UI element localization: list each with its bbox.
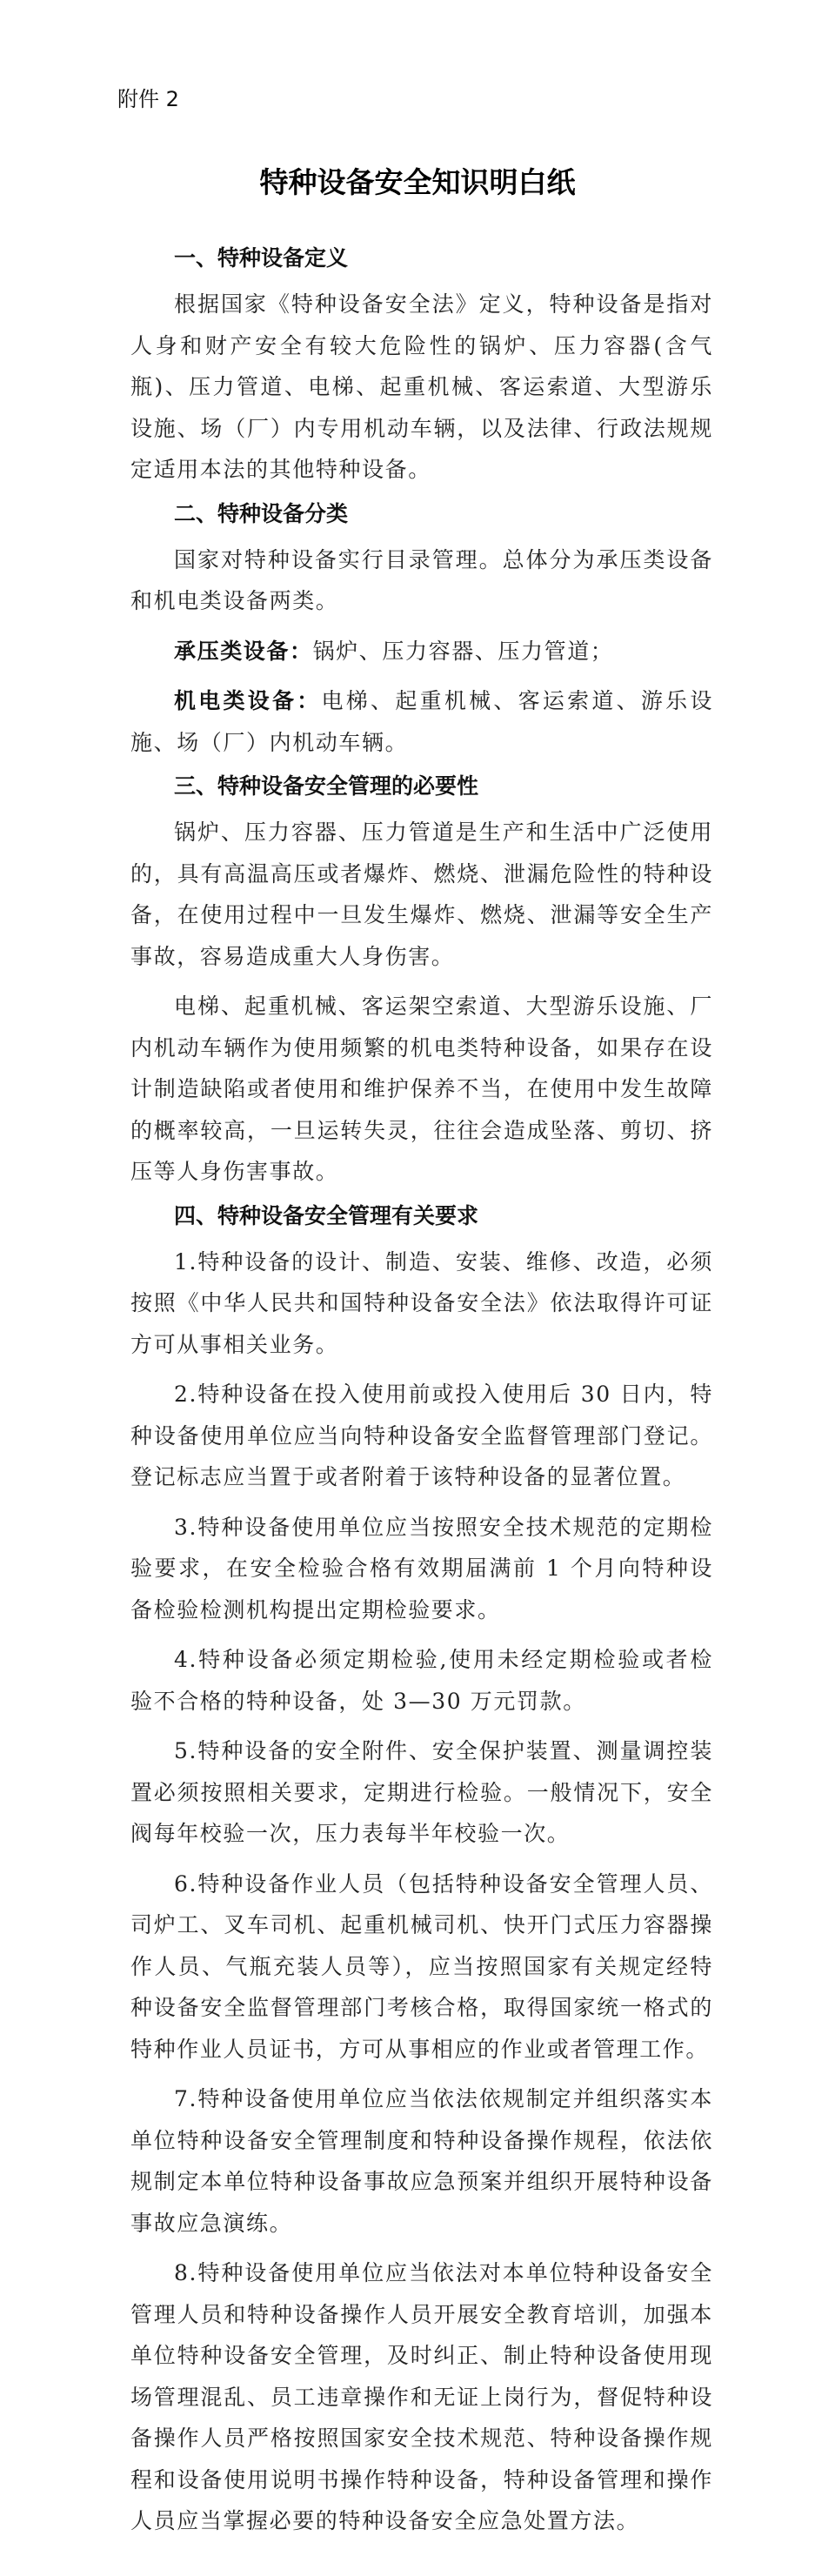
requirement-item: 8.特种设备使用单位应当依法对本单位特种设备安全管理人员和特种设备操作人员开展安全教育培训，加强本单位特种设备安全管理，及时纠正、制止特种设备使用现场管理混乱、员工违章操作和无证上岗行为，督促特种设备操作人员严格按照国家安全技术规范、特种设备操作规程和设备使用说明书操作特种设备，特种设备管理和操作人员应当掌握必要的特种设备安全应急处置方法。: [130, 2260, 713, 2533]
paragraph-electromechanical-equipment: [130, 680, 713, 763]
paragraph: 根据国家《特种设备安全法》定义，特种设备是指对人身和财产安全有较大危险性的锅炉、压力容器(含气瓶)、压力管道、电梯、起重机械、客运索道、大型游乐设施、场（厂）内专用机动车辆，以及法律、行政法规规定适用本法的其他特种设备。: [130, 291, 713, 482]
paragraph-lead: 承压类设备：: [174, 638, 313, 664]
requirement-item: 7.特种设备使用单位应当依法依规制定并组织落实本单位特种设备安全管理制度和特种设备操作规程，依法依规制定本单位特种设备事故应急预案并组织开展特种设备事故应急演练。: [130, 2086, 713, 2236]
paragraph-lead: 机电类设备：: [174, 688, 322, 713]
requirement-item: 6.特种设备作业人员（包括特种设备安全管理人员、司炉工、叉车司机、起重机械司机、快开门式压力容器操作人员、气瓶充装人员等），应当按照国家有关规定经特种设备安全监督管理部门考核合格，取得国家统一格式的特种作业人员证书，方可从事相应的作业或者管理工作。: [130, 1870, 713, 2062]
section-heading-classification: 二、特种设备分类: [174, 500, 349, 526]
requirement-item: 4.特种设备必须定期检验,使用未经定期检验或者检验不合格的特种设备，处 3—30 万元罚款。: [130, 1647, 713, 1714]
paragraph-pressure-equipment: [130, 631, 713, 672]
requirement-item: 3.特种设备使用单位应当按照安全技术规范的定期检验要求，在安全检验合格有效期届满前 1 个月向特种设备检验检测机构提出定期检验要求。: [130, 1514, 713, 1623]
requirement-item: 1.特种设备的设计、制造、安装、维修、改造，必须按照《中华人民共和国特种设备安全法》依法取得许可证方可从事相关业务。: [130, 1248, 713, 1357]
paragraph-text: 电梯、起重机械、客运索道、游乐设施、场（厂）内机动车辆。: [130, 688, 713, 755]
document-body: [130, 244, 713, 2551]
paragraph-text: 锅炉、压力容器、压力管道；: [312, 638, 614, 664]
paragraph: 国家对特种设备实行目录管理。总体分为承压类设备和机电类设备两类。: [130, 546, 713, 613]
paragraph: 锅炉、压力容器、压力管道是生产和生活中广泛使用的，具有高温高压或者爆炸、燃烧、泄漏危险性的特种设备，在使用过程中一旦发生爆炸、燃烧、泄漏等安全生产事故，容易造成重大人身伤害。: [130, 820, 713, 969]
requirement-item: 5.特种设备的安全附件、安全保护装置、测量调控装置必须按照相关要求，定期进行检验。一般情况下，安全阀每年校验一次，压力表每半年校验一次。: [130, 1738, 713, 1846]
section-heading-requirements: 四、特种设备安全管理有关要求: [174, 1202, 479, 1228]
document-title: 特种设备安全知识明白纸: [259, 165, 576, 199]
section-heading-necessity: 三、特种设备安全管理的必要性: [174, 773, 479, 799]
paragraph: 电梯、起重机械、客运架空索道、大型游乐设施、厂内机动车辆作为使用频繁的机电类特种设备，如果存在设计制造缺陷或者使用和维护保养不当，在使用中发生故障的概率较高，一旦运转失灵，往往会造成坠落、剪切、挤压等人身伤害事故。: [130, 994, 713, 1184]
attachment-label: 附件 2: [117, 87, 179, 111]
requirement-item: 2.特种设备在投入使用前或投入使用后 30 日内，特种设备使用单位应当向特种设备安全监督管理部门登记。登记标志应当置于或者附着于该特种设备的显著位置。: [130, 1382, 713, 1489]
section-heading-definition: 一、特种设备定义: [174, 245, 349, 271]
